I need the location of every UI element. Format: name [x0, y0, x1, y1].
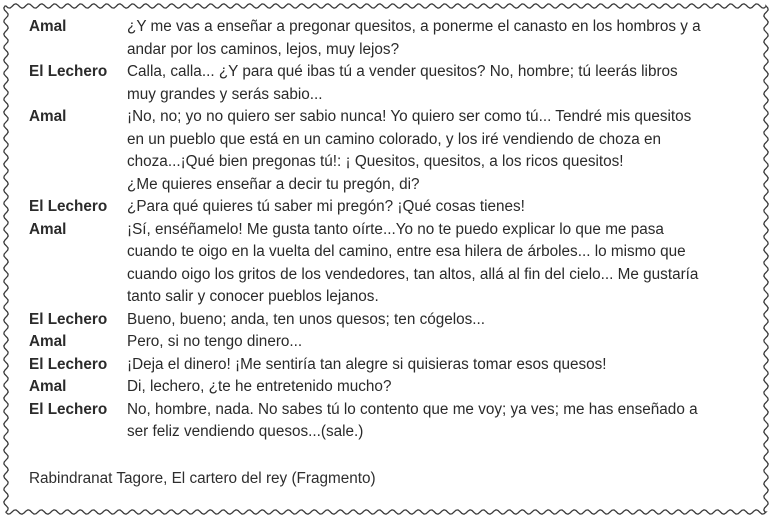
speaker-name: El Lechero [29, 63, 108, 80]
speech-text: No, hombre, nada. No sabes tú lo contento que me voy; ya ves; me has enseñado a ser feliz vendiendo quesos...(sale.) [127, 400, 698, 440]
speech-text: ¡Sí, enséñamelo! Me gusta tanto oírte...Yo no te puedo explicar lo que me pasa cuando te oigo en la vuelta del camino, entre esa hilera de árboles... lo mismo que cuando oigo los gritos de los vendedores, tan altos, allá al fin del cielo... Me gustaría tanto salir y conocer pueblos lejanos. [127, 220, 699, 305]
dialogue-turn [29, 16, 719, 61]
speaker-name: Amal [29, 333, 67, 350]
speech-text: ¡No, no; yo no quiero ser sabio nunca! Yo quiero ser como tú... Tendré mis quesitos en un pueblo que está en un camino colorado, y los iré vendiendo de choza en choza...¡Qué bien pregonas tú!: ¡ Quesitos, quesitos, a los ricos quesitos! ¿Me quieres enseñar a decir tu pregón, di? [127, 108, 692, 193]
speech-text: ¡Deja el dinero! ¡Me sentiría tan alegre si quisieras tomar esos quesos! [127, 355, 607, 373]
speaker-name: El Lechero [29, 355, 108, 373]
speech-text: Di, lechero, ¿te he entretenido mucho? [127, 378, 392, 395]
speaker-name: Amal [29, 108, 67, 125]
dialogue-turn [29, 61, 719, 106]
speech-text: ¿Para qué quieres tú saber mi pregón? ¡Qué cosas tienes! [127, 198, 525, 215]
speech-text: Pero, si no tengo dinero... [127, 333, 303, 350]
citation: Rabindranat Tagore, El cartero del rey (Fragmento) [29, 470, 376, 487]
speech-text: ¿Y me vas a enseñar a pregonar quesitos, a ponerme el canasto en los hombros y a andar por los caminos, lejos, muy lejos? [127, 18, 701, 58]
speech-text: Bueno, bueno; anda, ten unos quesos; ten cógelos... [127, 310, 486, 328]
dialogue-turn [29, 309, 719, 332]
speaker-name: El Lechero [29, 400, 108, 418]
dialogue-turn [29, 219, 719, 309]
speaker-name: El Lechero [29, 310, 108, 328]
dialogue-turn [29, 354, 719, 377]
dialogue-turn [29, 331, 719, 354]
dialogue-turn [29, 376, 719, 399]
speaker-name: Amal [29, 378, 67, 395]
speech-text: Calla, calla... ¿Y para qué ibas tú a vender quesitos? No, hombre; tú leerás libros muy grandes y serás sabio... [127, 63, 678, 103]
dialogue-turn [29, 399, 719, 444]
dialogue-turn [29, 196, 719, 219]
dialogue-turn [29, 106, 719, 196]
speaker-name: Amal [29, 18, 67, 35]
dialogue-block [29, 16, 719, 444]
speaker-name: Amal [29, 220, 67, 238]
speaker-name: El Lechero [29, 198, 108, 215]
